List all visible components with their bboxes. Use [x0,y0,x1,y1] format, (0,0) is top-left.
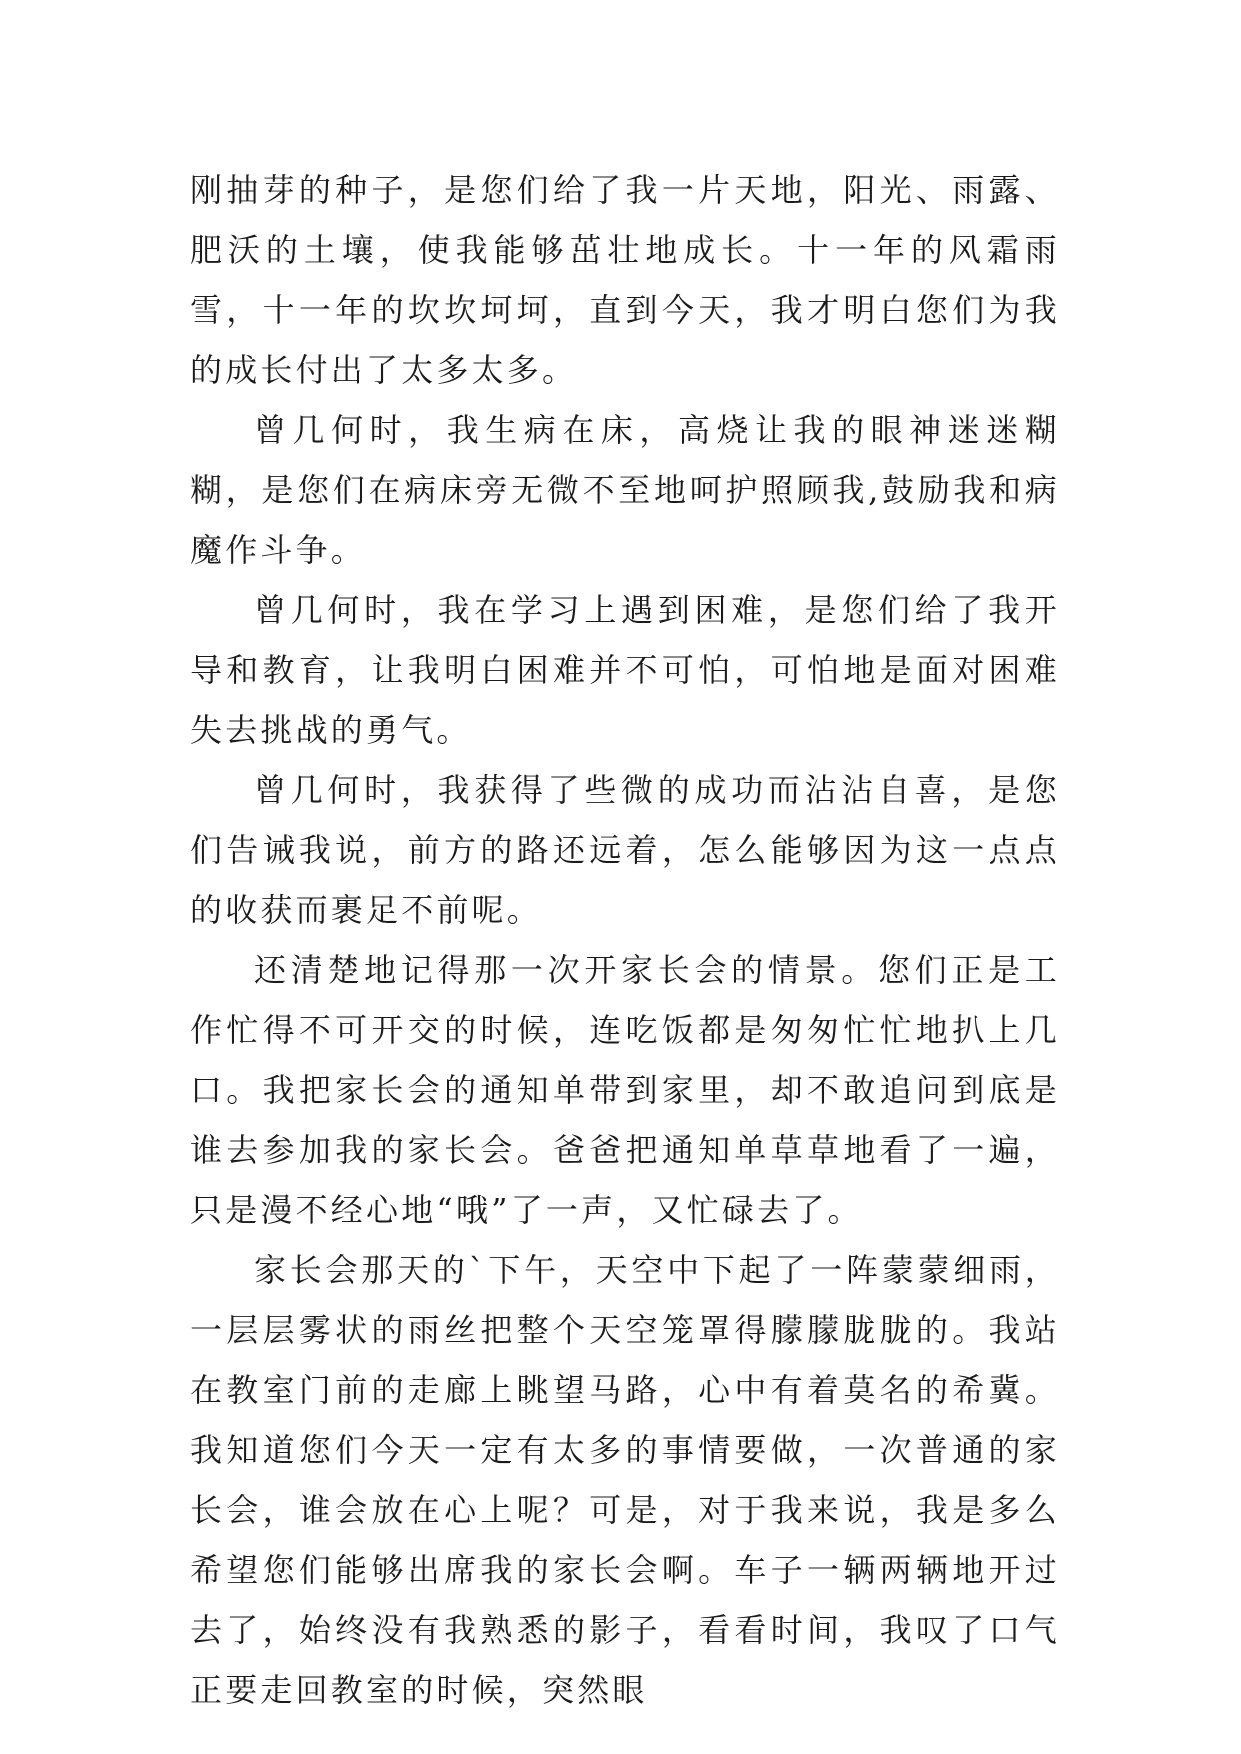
paragraph-5: 还清楚地记得那一次开家长会的情景。您们正是工作忙得不可开交的时候，连吃饭都是匆匆忙忙地扒上几口。我把家长会的通知单带到家里，却不敢追问到底是谁去参加我的家长会。爸爸把通知单草草地看了一遍，只是漫不经心地“哦”了一声，又忙碌去了。 [190,951,1060,1229]
paragraph-1: 刚抽芽的种子，是您们给了我一片天地，阳光、雨露、肥沃的土壤，使我能够茁壮地成长。十一年的风霜雨雪，十一年的坎坎坷坷，直到今天，我才明白您们为我的成长付出了太多太多。 [190,171,1060,389]
paragraph-6: 家长会那天的`下午，天空中下起了一阵蒙蒙细雨，一层层雾状的雨丝把整个天空笼罩得朦朦胧胧的。我站在教室门前的走廊上眺望马路，心中有着莫名的希冀。我知道您们今天一定有太多的事情要做，一次普通的家长会，谁会放在心上呢？可是，对于我来说，我是多么希望您们能够出席我的家长会啊。车子一辆两辆地开过去了，始终没有我熟悉的影子，看看时间，我叹了口气正要走回教室的时候，突然眼 [190,1251,1060,1709]
paragraph-3: 曾几何时，我在学习上遇到困难，是您们给了我开导和教育，让我明白困难并不可怕，可怕地是面对困难失去挑战的勇气。 [190,591,1060,749]
paragraph-2: 曾几何时，我生病在床，高烧让我的眼神迷迷糊糊，是您们在病床旁无微不至地呵护照顾我,鼓励我和病魔作斗争。 [190,411,1060,569]
document-body [190,160,1060,1720]
paragraph-4: 曾几何时，我获得了些微的成功而沾沾自喜，是您们告诫我说，前方的路还远着，怎么能够因为这一点点的收获而裹足不前呢。 [190,771,1060,929]
